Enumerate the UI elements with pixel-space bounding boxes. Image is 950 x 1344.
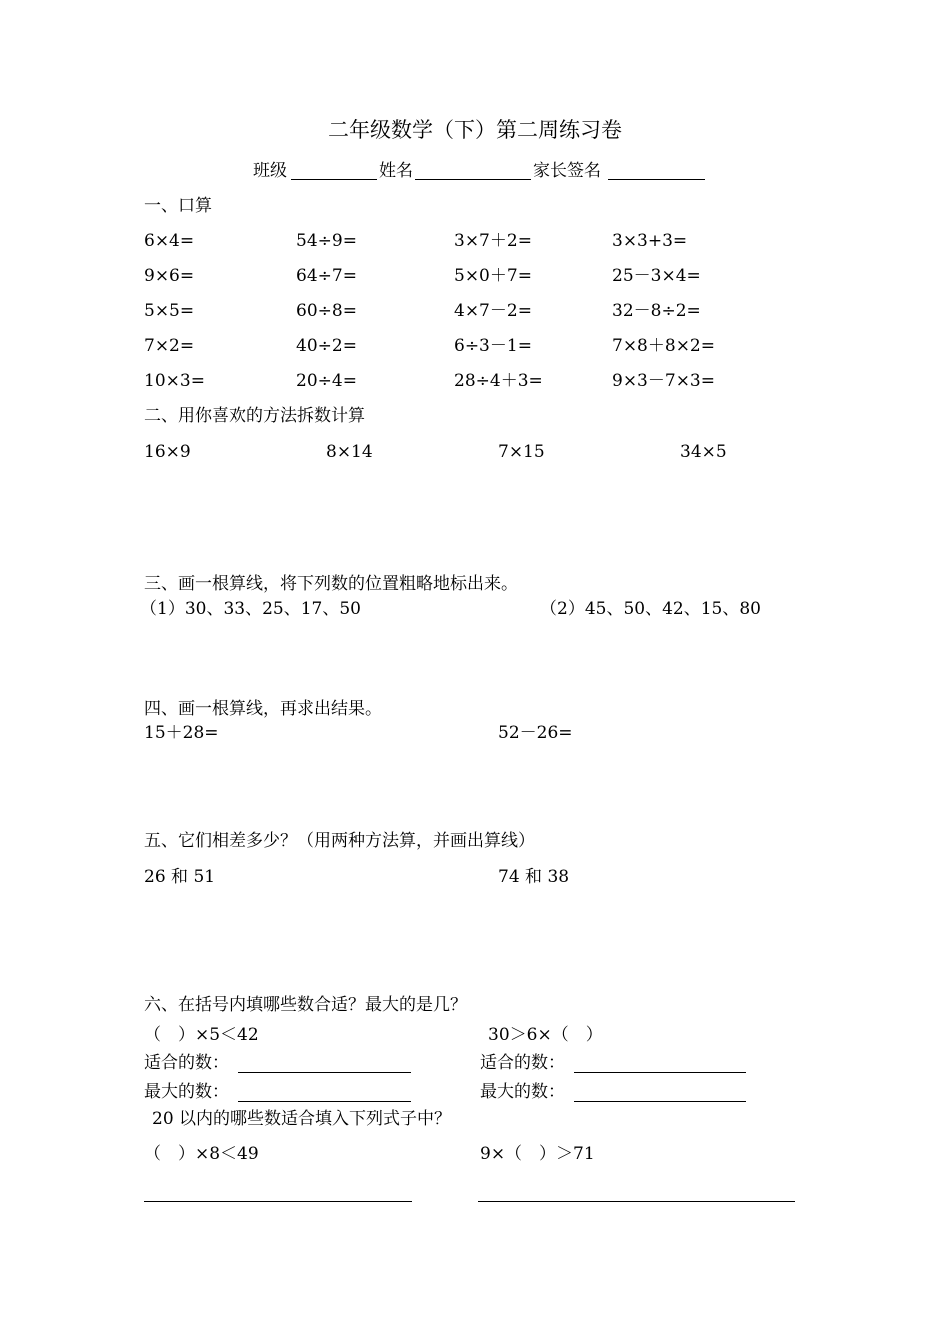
problem-item: 26 和 51	[144, 867, 216, 887]
name-blank[interactable]	[415, 179, 531, 180]
answer-blank[interactable]	[238, 1072, 411, 1073]
problem-item: 9×3－7×3=	[612, 371, 715, 391]
problem-item: 28÷4＋3=	[454, 371, 543, 391]
problem-item: （2）45、50、42、15、80	[540, 599, 761, 619]
problem-item: 6÷3－1=	[454, 336, 532, 356]
max-number-label: 最大的数：	[480, 1082, 565, 1102]
problem-item: 32－8÷2=	[612, 301, 701, 321]
problem-item: 9×6=	[144, 266, 195, 286]
problem-item: 6×4=	[144, 231, 195, 251]
problem-item: 15＋28=	[144, 723, 219, 743]
problem-item: 40÷2=	[296, 336, 357, 356]
problem-item: 25－3×4=	[612, 266, 701, 286]
section-1-heading: 一、口算	[144, 196, 212, 216]
problem-item: 20÷4=	[296, 371, 357, 391]
problem-item: （1）30、33、25、17、50	[140, 599, 361, 619]
problem-item: 5×0＋7=	[454, 266, 532, 286]
problem-item: 74 和 38	[498, 867, 570, 887]
class-label: 班级	[253, 161, 287, 181]
parent-signature-label: 家长签名	[533, 161, 601, 181]
problem-item: 7×8＋8×2=	[612, 336, 715, 356]
answer-blank[interactable]	[574, 1072, 746, 1073]
problem-item: 3×7＋2=	[454, 231, 532, 251]
section-4-heading: 四、画一根算线，再求出结果。	[144, 699, 382, 719]
problem-item: 7×15	[498, 442, 545, 462]
problem-item: 4×7－2=	[454, 301, 532, 321]
class-blank[interactable]	[291, 179, 377, 180]
answer-blank[interactable]	[478, 1201, 795, 1202]
problem-item: 30＞6×（ ）	[488, 1025, 603, 1045]
problem-item: （ ）×8＜49	[144, 1144, 259, 1164]
problem-item: 3×3+3=	[612, 231, 688, 251]
section-5-heading: 五、它们相差多少？（用两种方法算，并画出算线）	[144, 831, 535, 851]
fit-numbers-label: 适合的数：	[480, 1053, 565, 1073]
max-number-label: 最大的数：	[144, 1082, 229, 1102]
section-6-heading: 六、在括号内填哪些数合适？最大的是几？	[144, 995, 467, 1015]
problem-item: 5×5=	[144, 301, 195, 321]
sub-heading: 20 以内的哪些数适合填入下列式子中？	[152, 1109, 452, 1129]
problem-item: 64÷7=	[296, 266, 357, 286]
section-2-heading: 二、用你喜欢的方法拆数计算	[144, 406, 365, 426]
problem-item: 10×3=	[144, 371, 205, 391]
problem-item: 54÷9=	[296, 231, 357, 251]
problem-item: 16×9	[144, 442, 191, 462]
page-title: 二年级数学（下）第二周练习卷	[328, 118, 622, 142]
problem-item: 7×2=	[144, 336, 195, 356]
section-3-heading: 三、画一根算线，将下列数的位置粗略地标出来。	[144, 574, 518, 594]
answer-blank[interactable]	[144, 1201, 412, 1202]
problem-item: 9×（ ）＞71	[480, 1144, 595, 1164]
problem-item: 60÷8=	[296, 301, 357, 321]
fit-numbers-label: 适合的数：	[144, 1053, 229, 1073]
problem-item: 8×14	[326, 442, 373, 462]
problem-item: （ ）×5＜42	[144, 1025, 259, 1045]
answer-blank[interactable]	[574, 1101, 746, 1102]
name-label: 姓名	[379, 161, 413, 181]
parent-signature-blank[interactable]	[608, 179, 705, 180]
answer-blank[interactable]	[238, 1101, 411, 1102]
problem-item: 52－26=	[498, 723, 573, 743]
problem-item: 34×5	[680, 442, 727, 462]
